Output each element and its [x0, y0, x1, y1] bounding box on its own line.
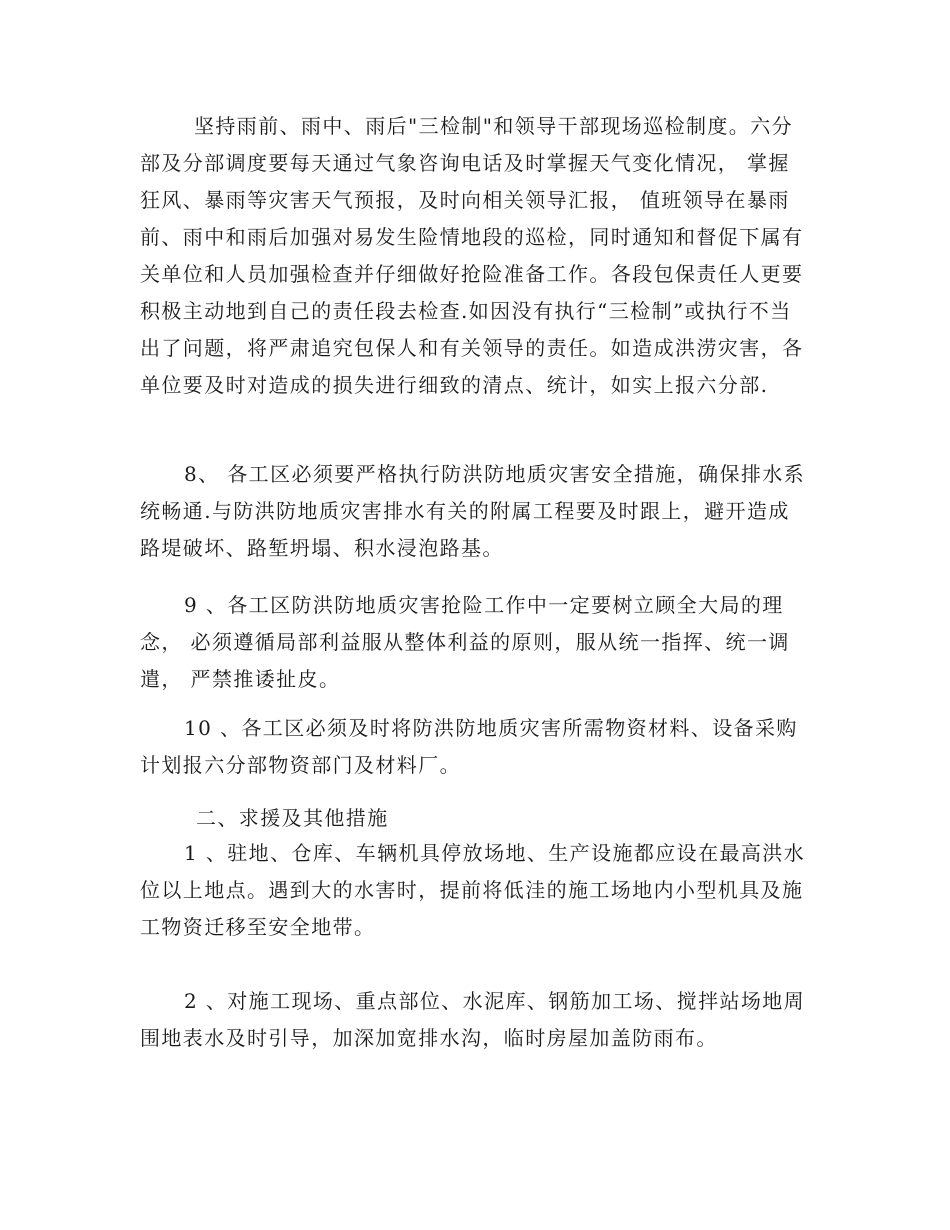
paragraph-item-10: 10 、各工区必须及时将防洪防地质灾害所需物资材料、设备采购计划报六分部物资部门及材料厂。	[140, 716, 798, 777]
paragraph-item-9: 9 、各工区防洪防地质灾害抢险工作中一定要树立顾全大局的理念， 必须遵循局部利益服从整体利益的原则，服从统一指挥、统一调遣， 严禁推诿扯皮。	[140, 593, 790, 691]
section-heading-rescue-measures: 二、求援及其他措施	[196, 806, 389, 830]
paragraph-three-inspection-system: 坚持雨前、雨中、雨后"三检制"和领导干部现场巡检制度。六分部及分部调度要每天通过气象咨询电话及时掌握天气变化情况， 掌握狂风、暴雨等灾害天气预报，及时向相关领导汇报， 值班领导在暴雨前、雨中和雨后加强对易发生险情地段的巡检，同时通知和督促下属有关单位和人员加强检查并仔细做好抢险准备工作。各段包保责任人更要积极主动地到自己的责任段去检查.如因没有执行“三检制”或执行不当出了问题，将严肃追究包保人和有关领导的责任。如造成洪涝灾害，各单位要及时对造成的损失进行细致的清点、统计，如实上报六分部.	[140, 114, 804, 397]
paragraph-measure-2: 2 、对施工现场、重点部位、水泥库、钢筋加工场、搅拌站场地周围地表水及时引导，加深加宽排水沟，临时房屋加盖防雨布。	[140, 989, 806, 1050]
paragraph-item-8: 8、 各工区必须要严格执行防洪防地质灾害安全措施，确保排水系统畅通.与防洪防地质灾害排水有关的附属工程要及时跟上，避开造成路堤破坏、路堑坍塌、积水浸泡路基。	[140, 462, 806, 560]
paragraph-measure-1: 1 、驻地、仓库、车辆机具停放场地、生产设施都应设在最高洪水位以上地点。遇到大的水害时，提前将低洼的施工场地内小型机具及施工物资迁移至安全地带。	[140, 841, 806, 939]
